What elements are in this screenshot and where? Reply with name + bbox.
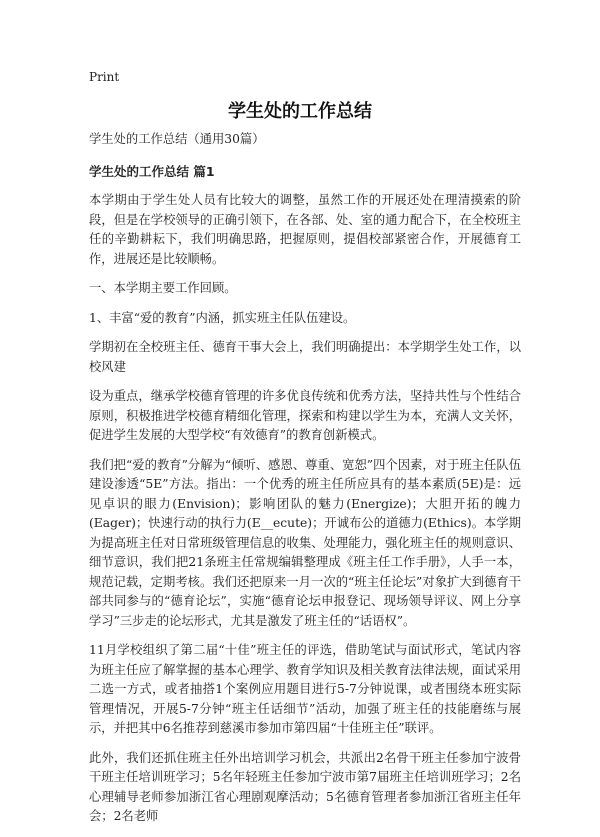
print-label[interactable]: Print	[89, 70, 120, 84]
page-title: 学生处的工作总结	[228, 101, 372, 122]
paragraph-november-selection: 11月学校组织了第二届“十佳”班主任的评选，借助笔试与面试形式，笔试内容为班主任应了解掌握的基本心理学、教育学知识及相关教育法律法规，面试采用二选一方式，或者抽搭1个案例应用题目进行5-7分钟说课，或者围绕本班实际管理情况，开展5-7分钟“班主任话细节”活动，加强了班主任的技能磨练与展示，并把其中6名推荐到慈溪市参加市第四届“十佳班主任”联评。	[89, 643, 521, 735]
paragraph-review-heading: 一、本学期主要工作回顾。	[89, 281, 237, 295]
paragraph-love-education: 我们把“爱的教育”分解为“倾听、感恩、尊重、宽恕”四个因素，对于班主任队伍建设渗透“5E”方法。指出：一个优秀的班主任所应具有的基本素质(5E)是：远见卓识的眼力(Envision)；影响团队的魅力(Energize)；大胆开拓的魄力(Eager)；快速行动的执行力(E__ecute)；开诚布公的道德力(Ethics)。本学期为提高班主任对日常班级管理信息的收集、处理能力，强化班主任的规则意识、细节意识，我们把21条班主任常规编辑整理成《班主任工作手册》，人手一本，规范记载，定期考核。我们还把原来一月一次的“班主任论坛”对象扩大到德育干部共同参与的“德育论坛”，实施“德育论坛申报登记、现场领导评议、网上分享学习”三步走的论坛形式，尤其是激发了班主任的“话语权”。	[89, 457, 521, 628]
document-subtitle: 学生处的工作总结（通用30篇）	[89, 132, 265, 146]
paragraph-focus: 设为重点，继承学校德育管理的许多优良传统和优秀方法，坚持共性与个性结合原则，积极推进学校德育精细化管理，探索和构建以学生为本，充满人文关怀，促进学生发展的大型学校“有效德育”的教育创新模式。	[89, 389, 521, 442]
paragraph-training: 此外，我们还抓住班主任外出培训学习机会，共派出2名骨干班主任参加宁波骨干班主任培训班学习；5名年轻班主任参加宁波市第7届班主任培训班学习；2名心理辅导老师参加浙江省心理剧观摩活动；5名德育管理者参加浙江省班主任年会；2名老师	[89, 750, 521, 823]
paragraph-intro: 本学期由于学生处人员有比较大的调整，虽然工作的开展还处在理清摸索的阶段，但是在学校领导的正确引领下，在各部、处、室的通力配合下，在全校班主任的辛勤耕耘下，我们明确思路，把握原则，提倡校部紧密合作，开展德育工作，进展还是比较顺畅。	[89, 193, 521, 266]
paragraph-item-1: 1、丰富“爱的教育”内涵，抓实班主任队伍建设。	[89, 310, 356, 325]
section-heading: 学生处的工作总结 篇1	[89, 163, 215, 179]
paragraph-semester-start: 学期初在全校班主任、德育干事大会上，我们明确提出：本学期学生处工作，以校风建	[89, 340, 521, 374]
document-body	[89, 130, 521, 837]
